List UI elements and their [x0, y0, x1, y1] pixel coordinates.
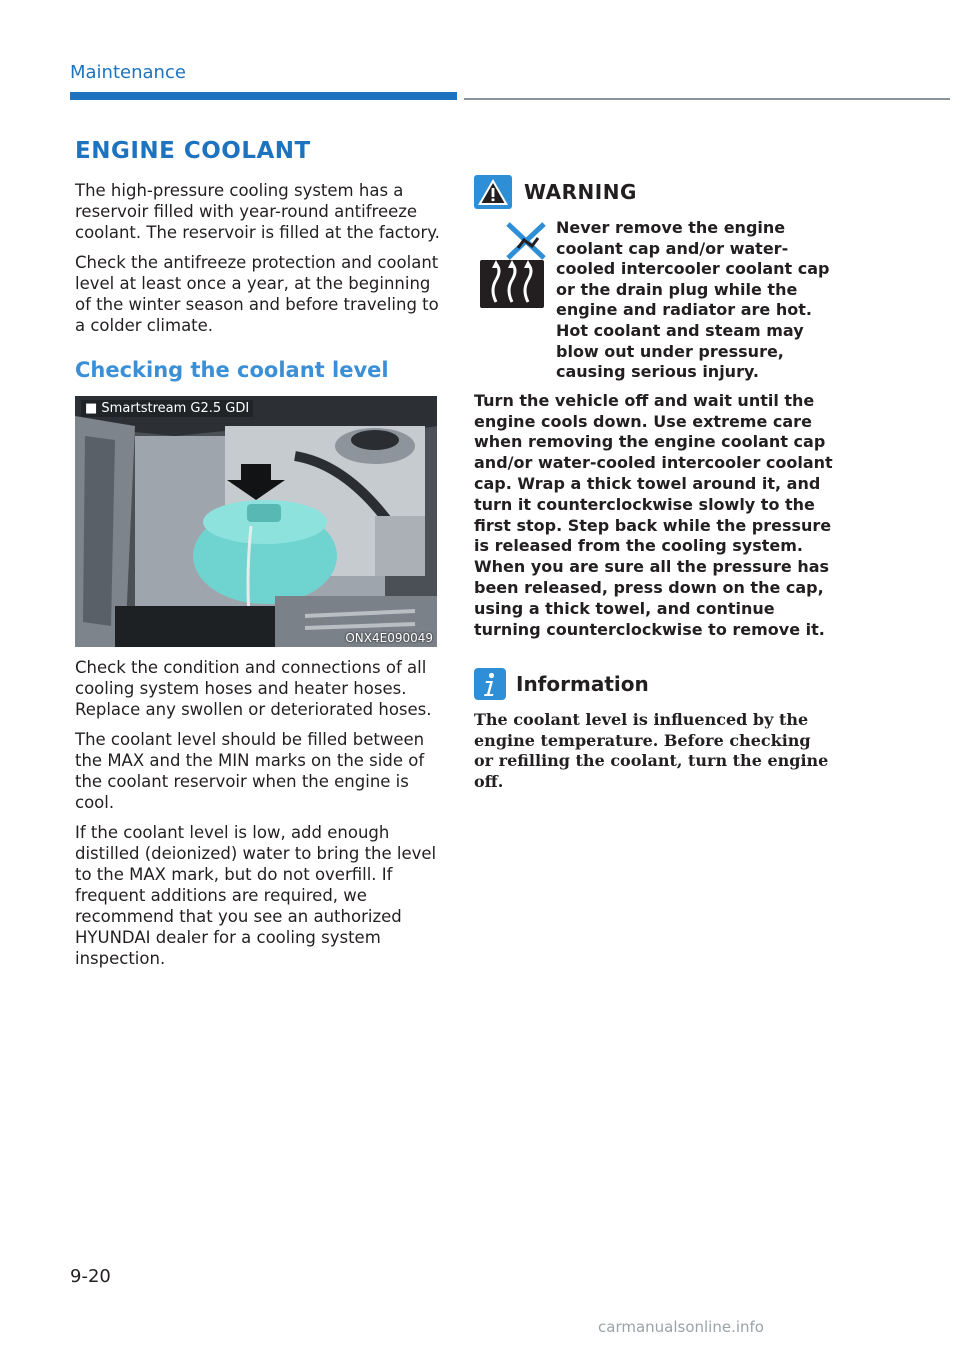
- intro-paragraph-1: The high-pressure cooling system has a reservoir filled with year-round antifreeze coolant. The reservoir is filled at the factory.: [75, 181, 440, 242]
- watermark-link[interactable]: carmanualsonline.info: [598, 1318, 764, 1336]
- warning-triangle-icon: [474, 175, 512, 209]
- warning-text: Never remove the engine coolant cap and/or water-cooled intercooler coolant cap or the drain plug while the engine and radiator are hot. Hot coolant and steam may blow out under pressure, causing serious injury.: [556, 218, 830, 382]
- warning-title: WARNING: [524, 180, 637, 204]
- warning-block: [474, 218, 840, 383]
- section-label: Maintenance: [70, 62, 186, 83]
- page-title: ENGINE COOLANT: [75, 138, 311, 164]
- body-paragraph-3: If the coolant level is low, add enough distilled (deionized) water to bring the level to the MAX mark, but do not overfill. If frequent additions are required, we recommend that you see an authorized HYUNDAI dealer for a cooling system inspection.: [75, 823, 437, 968]
- hot-coolant-cap-icon: [476, 218, 548, 310]
- body-paragraph-1: Check the condition and connections of all cooling system hoses and heater hoses. Replace any swollen or deteriorated hoses.: [75, 658, 432, 719]
- left-column: [75, 136, 445, 978]
- figure-code: ONX4E090049: [345, 631, 433, 645]
- engine-bay-illustration: [75, 396, 437, 647]
- engine-bay-figure: [75, 396, 437, 647]
- header-rule-accent: [70, 92, 457, 100]
- information-header: [474, 668, 840, 700]
- warning-header: [474, 174, 840, 210]
- figure-caption: ■ Smartstream G2.5 GDI: [81, 400, 253, 417]
- warning-body: Turn the vehicle off and wait until the engine cools down. Use extreme care when removing the engine coolant cap and/or water-cooled intercooler coolant cap. Wrap a thick towel around it, and turn it counterclockwise slowly to the first stop. Step back while the pressure is released from the cooling system. When you are sure all the pressure has been released, press down on the cap, using a thick towel, and continue turning counterclockwise to remove it.: [474, 390, 833, 639]
- information-text: The coolant level is influenced by the engine temperature. Before checking or refilling the coolant, turn the engine off.: [474, 710, 829, 791]
- body-paragraph-2: The coolant level should be filled between the MAX and the MIN marks on the side of the coolant reservoir when the engine is cool.: [75, 730, 425, 812]
- intro-paragraph-2: Check the antifreeze protection and coolant level at least once a year, at the beginning of the winter season and before traveling to a colder climate.: [75, 253, 439, 335]
- info-icon: [474, 668, 506, 700]
- header-rule: [464, 98, 950, 100]
- subheading-checking-level: Checking the coolant level: [75, 358, 389, 382]
- right-column: [474, 174, 840, 792]
- page-number: 9-20: [70, 1266, 111, 1287]
- information-title: Information: [516, 672, 649, 697]
